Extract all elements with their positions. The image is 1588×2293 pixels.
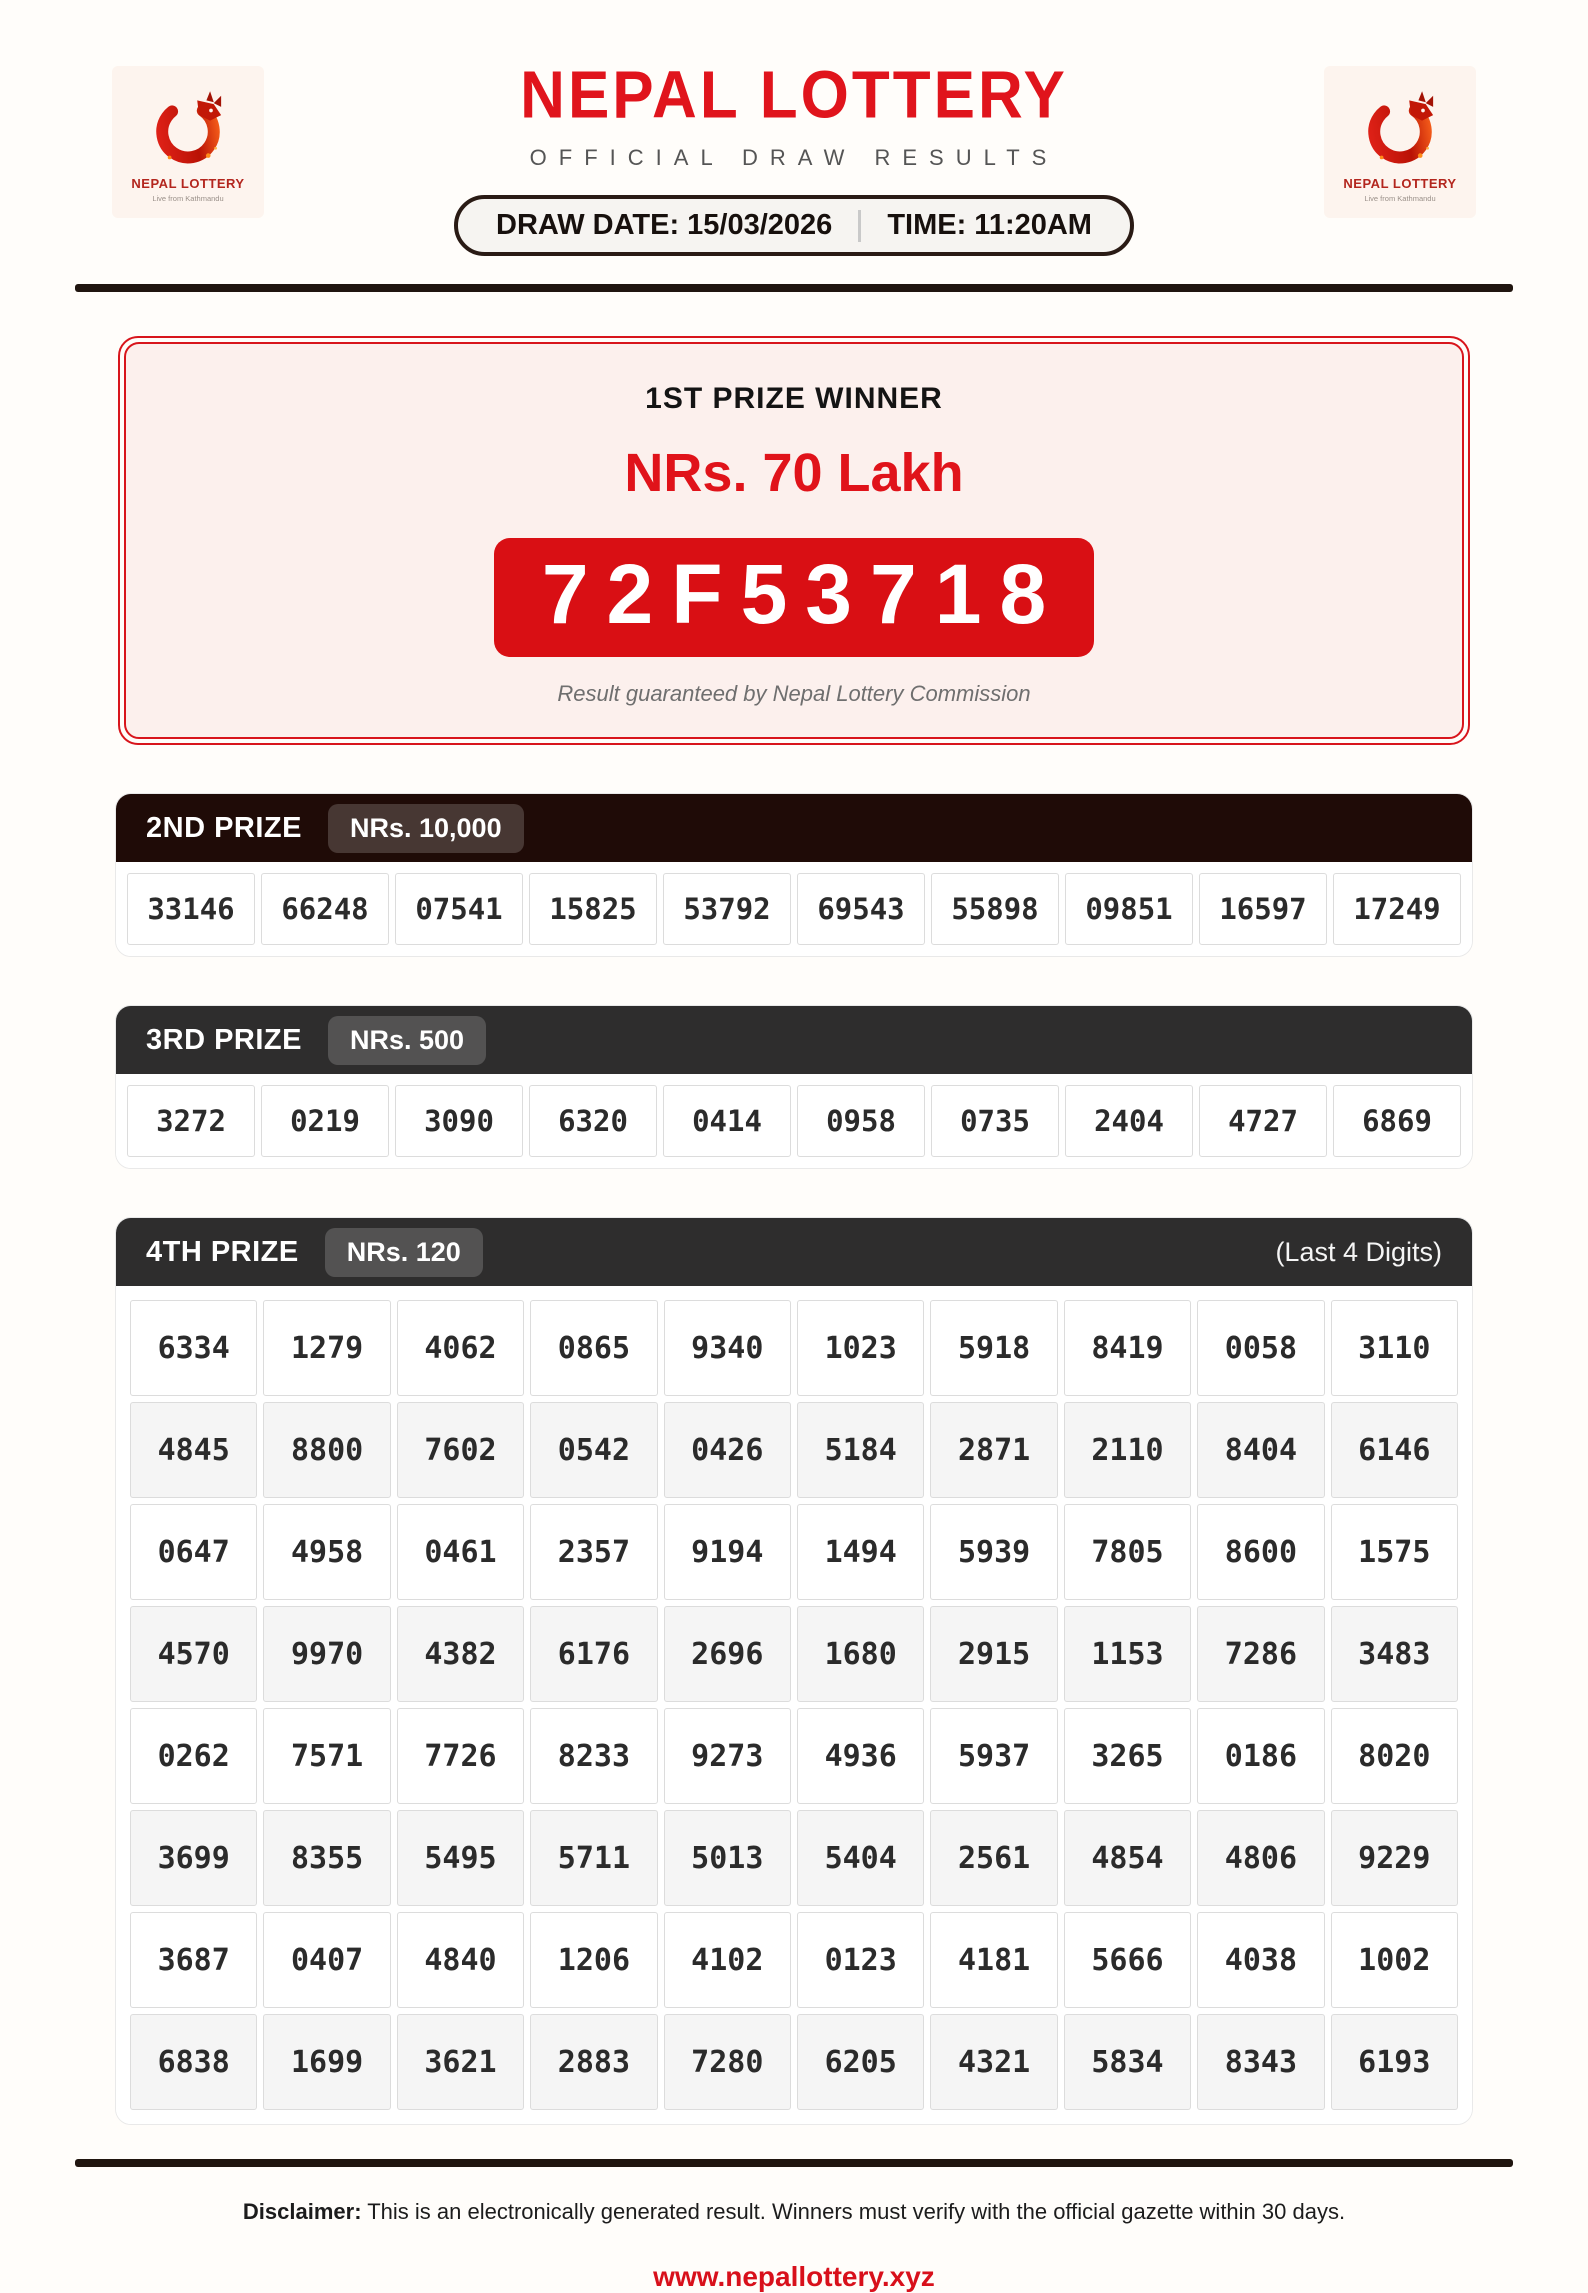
number-cell: 55898: [931, 873, 1059, 945]
number-cell: 1680: [797, 1606, 924, 1702]
number-cell: 4727: [1199, 1085, 1327, 1157]
number-cell: 3265: [1064, 1708, 1191, 1804]
number-cell: 8233: [530, 1708, 657, 1804]
number-cell: 7602: [397, 1402, 524, 1498]
first-prize-guarantee: Result guaranteed by Nepal Lottery Commission: [557, 681, 1031, 706]
fourth-prize-grid: [116, 1286, 1472, 2124]
number-cell: 7286: [1197, 1606, 1324, 1702]
number-cell: 5666: [1064, 1912, 1191, 2008]
draw-date: DRAW DATE: 15/03/2026: [496, 209, 833, 241]
number-cell: 07541: [395, 873, 523, 945]
number-cell: 7805: [1064, 1504, 1191, 1600]
number-cell: 8419: [1064, 1300, 1191, 1396]
logo-name: NEPAL LOTTERY: [131, 175, 245, 191]
header-divider: [75, 284, 1513, 292]
number-cell: 4806: [1197, 1810, 1324, 1906]
number-cell: 4936: [797, 1708, 924, 1804]
number-cell: 8800: [263, 1402, 390, 1498]
number-cell: 7571: [263, 1708, 390, 1804]
draw-time: TIME: 11:20AM: [887, 209, 1092, 241]
disclaimer-text: [0, 2199, 1588, 2225]
second-prize-section: [115, 793, 1473, 957]
first-prize-section: [118, 336, 1470, 745]
fourth-prize-amount-badge: NRs. 120: [325, 1228, 483, 1277]
number-cell: 4382: [397, 1606, 524, 1702]
number-row: [130, 1300, 1458, 1396]
number-cell: 9273: [664, 1708, 791, 1804]
number-cell: 4854: [1064, 1810, 1191, 1906]
number-cell: 5184: [797, 1402, 924, 1498]
number-cell: 0865: [530, 1300, 657, 1396]
number-cell: 4321: [930, 2014, 1057, 2110]
number-cell: 3483: [1331, 1606, 1458, 1702]
number-cell: 8343: [1197, 2014, 1324, 2110]
number-cell: 0426: [664, 1402, 791, 1498]
number-cell: 2561: [930, 1810, 1057, 1906]
number-cell: 66248: [261, 873, 389, 945]
number-cell: 5918: [930, 1300, 1057, 1396]
number-cell: 1153: [1064, 1606, 1191, 1702]
draw-date-pill: [454, 195, 1134, 256]
nepal-lottery-logo-left: [112, 66, 264, 218]
number-cell: 09851: [1065, 873, 1193, 945]
number-cell: 6193: [1331, 2014, 1458, 2110]
number-cell: 8404: [1197, 1402, 1324, 1498]
number-cell: 53792: [663, 873, 791, 945]
number-cell: 2357: [530, 1504, 657, 1600]
page-subtitle: OFFICIAL DRAW RESULTS: [529, 145, 1059, 170]
third-prize-label: 3RD PRIZE: [146, 1023, 302, 1056]
second-prize-header: [116, 794, 1472, 862]
number-cell: 0123: [797, 1912, 924, 2008]
number-cell: 6838: [130, 2014, 257, 2110]
number-cell: 5495: [397, 1810, 524, 1906]
number-cell: 4062: [397, 1300, 524, 1396]
number-cell: 0461: [397, 1504, 524, 1600]
number-row: [130, 1606, 1458, 1702]
number-cell: 2696: [664, 1606, 791, 1702]
number-cell: 9340: [664, 1300, 791, 1396]
number-cell: 6146: [1331, 1402, 1458, 1498]
logo-tagline: Live from Kathmandu: [1364, 193, 1436, 203]
number-cell: 2404: [1065, 1085, 1193, 1157]
number-cell: 0542: [530, 1402, 657, 1498]
number-cell: 0735: [931, 1085, 1059, 1157]
number-cell: 4102: [664, 1912, 791, 2008]
number-cell: 3090: [395, 1085, 523, 1157]
number-cell: 17249: [1333, 873, 1461, 945]
number-cell: 69543: [797, 873, 925, 945]
number-cell: 2110: [1064, 1402, 1191, 1498]
number-cell: 0958: [797, 1085, 925, 1157]
first-prize-label: 1ST PRIZE WINNER: [645, 382, 943, 415]
number-cell: 15825: [529, 873, 657, 945]
number-cell: 6176: [530, 1606, 657, 1702]
dragon-circle-icon: [142, 82, 234, 174]
number-cell: 5711: [530, 1810, 657, 1906]
number-cell: 9229: [1331, 1810, 1458, 1906]
number-cell: 0414: [663, 1085, 791, 1157]
number-cell: 1002: [1331, 1912, 1458, 2008]
number-cell: 0058: [1197, 1300, 1324, 1396]
footer-divider: [75, 2159, 1513, 2167]
number-cell: 2915: [930, 1606, 1057, 1702]
number-cell: 2871: [930, 1402, 1057, 1498]
number-row: [130, 1810, 1458, 1906]
number-cell: 5404: [797, 1810, 924, 1906]
number-cell: 0262: [130, 1708, 257, 1804]
number-cell: 1575: [1331, 1504, 1458, 1600]
number-cell: 5937: [930, 1708, 1057, 1804]
number-cell: 8020: [1331, 1708, 1458, 1804]
number-cell: 6205: [797, 2014, 924, 2110]
first-prize-number: 72F53718: [494, 538, 1094, 657]
fourth-prize-section: [115, 1217, 1473, 2125]
number-cell: 9194: [664, 1504, 791, 1600]
number-cell: 4958: [263, 1504, 390, 1600]
number-cell: 3272: [127, 1085, 255, 1157]
number-cell: 1206: [530, 1912, 657, 2008]
number-cell: 9970: [263, 1606, 390, 1702]
logo-name: NEPAL LOTTERY: [1343, 175, 1457, 191]
number-cell: 1023: [797, 1300, 924, 1396]
number-cell: 0407: [263, 1912, 390, 2008]
dragon-circle-icon: [1354, 82, 1446, 174]
number-cell: 5834: [1064, 2014, 1191, 2110]
logo-tagline: Live from Kathmandu: [152, 193, 224, 203]
number-cell: 1494: [797, 1504, 924, 1600]
number-cell: 1279: [263, 1300, 390, 1396]
number-cell: 8600: [1197, 1504, 1324, 1600]
number-cell: 3110: [1331, 1300, 1458, 1396]
number-cell: 0219: [261, 1085, 389, 1157]
number-cell: 4570: [130, 1606, 257, 1702]
number-cell: 2883: [530, 2014, 657, 2110]
number-row: [130, 1402, 1458, 1498]
number-cell: 7726: [397, 1708, 524, 1804]
number-cell: 3699: [130, 1810, 257, 1906]
first-prize-card: [124, 342, 1464, 739]
third-prize-section: [115, 1005, 1473, 1169]
second-prize-numbers: [116, 862, 1472, 956]
second-prize-label: 2ND PRIZE: [146, 811, 302, 844]
number-cell: 4038: [1197, 1912, 1324, 2008]
number-cell: 0647: [130, 1504, 257, 1600]
third-prize-numbers: [116, 1074, 1472, 1168]
number-cell: 6869: [1333, 1085, 1461, 1157]
number-cell: 6320: [529, 1085, 657, 1157]
page-title: NEPAL LOTTERY: [520, 58, 1068, 133]
second-prize-amount-badge: NRs. 10,000: [328, 804, 524, 853]
number-row: [130, 1708, 1458, 1804]
disclaimer-label: Disclaimer:: [242, 2199, 362, 2224]
third-prize-header: [116, 1006, 1472, 1074]
nepal-lottery-logo-right: [1324, 66, 1476, 218]
number-cell: 16597: [1199, 873, 1327, 945]
number-cell: 7280: [664, 2014, 791, 2110]
number-cell: 6334: [130, 1300, 257, 1396]
number-cell: 4840: [397, 1912, 524, 2008]
fourth-prize-note: (Last 4 Digits): [1275, 1236, 1442, 1267]
number-cell: 3687: [130, 1912, 257, 2008]
number-cell: 5013: [664, 1810, 791, 1906]
website-link[interactable]: www.nepallottery.xyz: [653, 2261, 935, 2292]
number-cell: 33146: [127, 873, 255, 945]
third-prize-amount-badge: NRs. 500: [328, 1016, 486, 1065]
number-row: [130, 1912, 1458, 2008]
number-cell: 4181: [930, 1912, 1057, 2008]
number-row: [130, 2014, 1458, 2110]
fourth-prize-label: 4TH PRIZE: [146, 1235, 299, 1268]
number-cell: 5939: [930, 1504, 1057, 1600]
number-row: [130, 1504, 1458, 1600]
first-prize-amount: NRs. 70 Lakh: [624, 443, 964, 503]
number-cell: 8355: [263, 1810, 390, 1906]
number-cell: 0186: [1197, 1708, 1324, 1804]
pill-divider: [858, 210, 861, 242]
number-cell: 4845: [130, 1402, 257, 1498]
disclaimer-body: This is an electronically generated result. Winners must verify with the official gazette within 30 days.: [361, 2199, 1346, 2224]
fourth-prize-header: [116, 1218, 1472, 1286]
number-cell: 1699: [263, 2014, 390, 2110]
number-cell: 3621: [397, 2014, 524, 2110]
